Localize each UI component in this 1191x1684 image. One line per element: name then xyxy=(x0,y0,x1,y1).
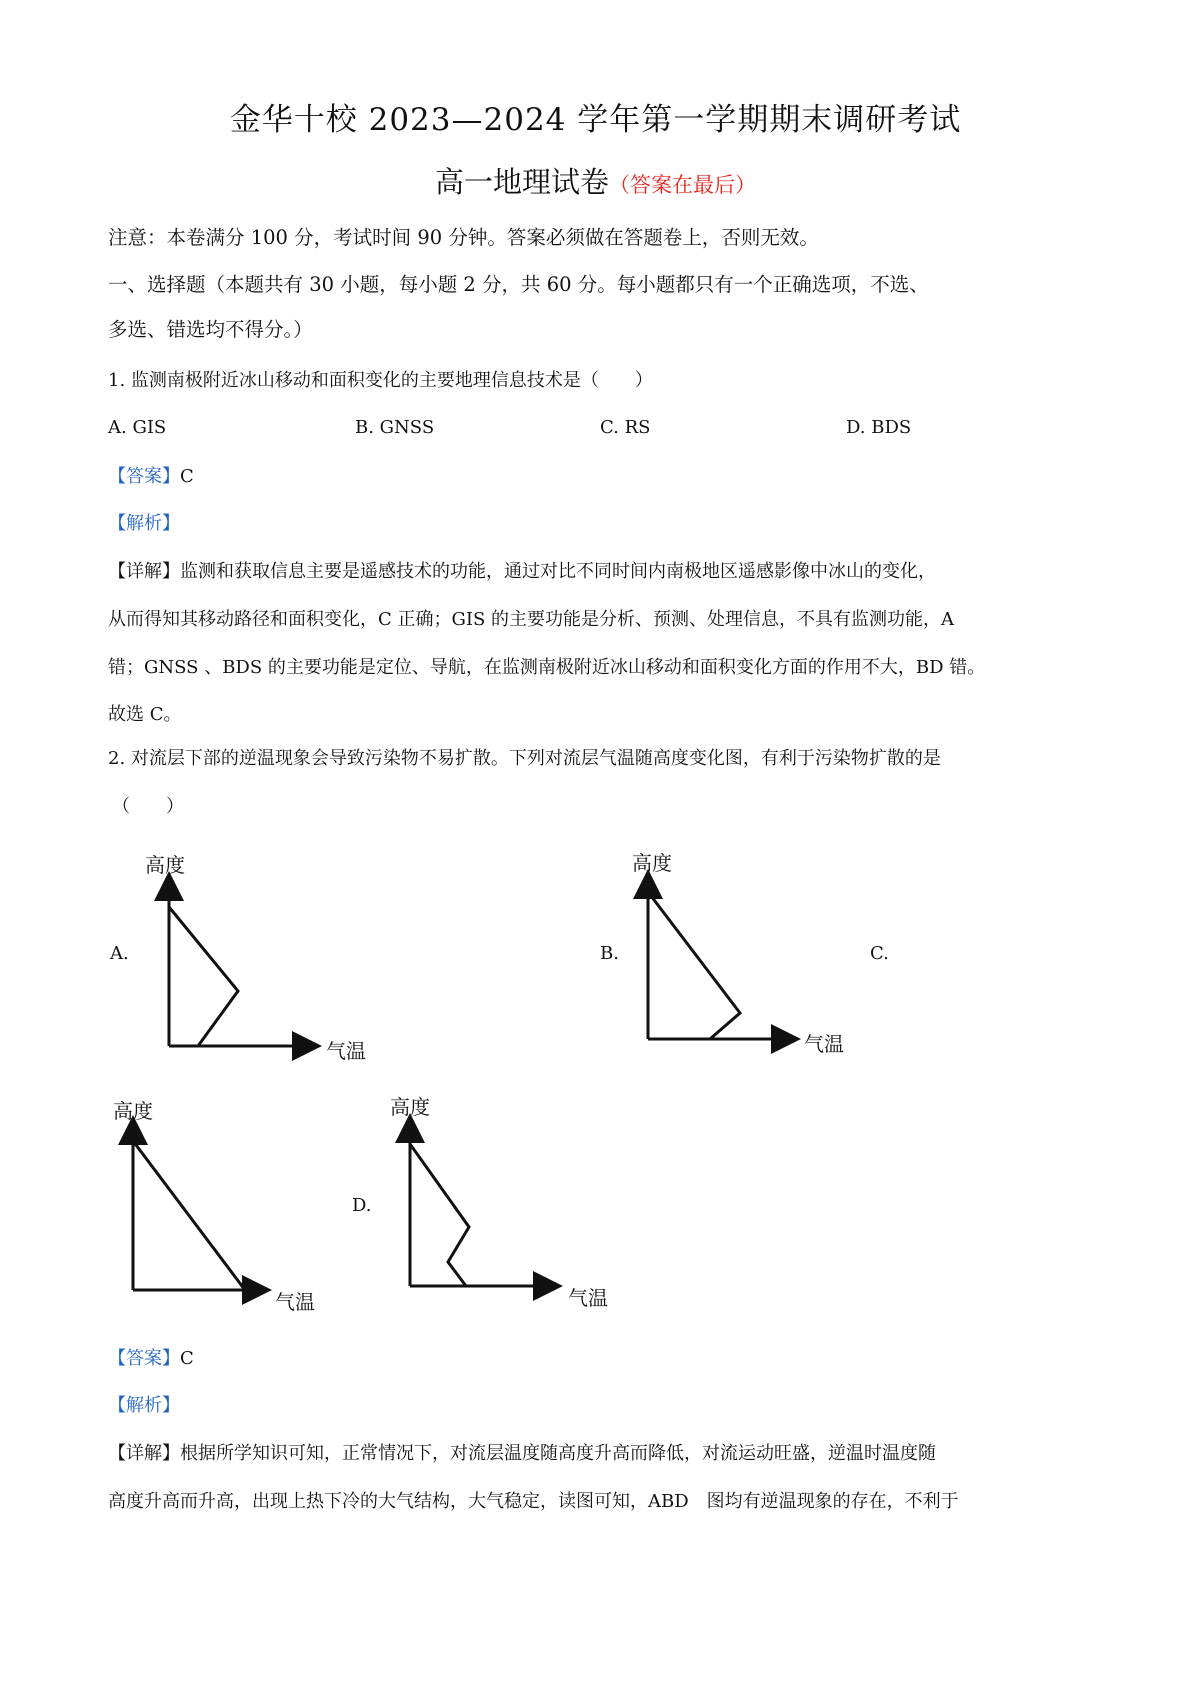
q2-option-c-label: C. xyxy=(870,943,889,964)
q2-option-a-label: A. xyxy=(110,943,129,964)
q2-detail-tag: 【详解】 xyxy=(108,1443,180,1464)
diagram-a xyxy=(140,850,380,1075)
q1-option-a: A. GIS xyxy=(108,417,167,438)
q1-option-b: B. GNSS xyxy=(355,417,435,438)
diagram-d xyxy=(383,1092,623,1317)
q1-answer-tag: 【答案】 xyxy=(108,466,180,487)
diagram-b-temperature-curve xyxy=(648,892,740,1039)
diagram-c xyxy=(105,1096,345,1321)
q2-analysis-tag: 【解析】 xyxy=(108,1395,180,1416)
q1-option-d: D. BDS xyxy=(846,417,912,438)
q2-detail-line1 xyxy=(108,1445,936,1463)
diagram-c-y-label: 高度 xyxy=(113,1099,153,1123)
diagram-b xyxy=(618,848,858,1073)
exam-subtitle: 高一地理试卷 xyxy=(434,165,609,199)
q2-stem-line2: （ ） xyxy=(112,796,184,817)
q1-stem: 1. 监测南极附近冰山移动和面积变化的主要地理信息技术是（ ） xyxy=(108,370,653,391)
diagram-b-x-label: 气温 xyxy=(804,1032,844,1056)
diagram-a-x-label: 气温 xyxy=(326,1039,366,1063)
q2-answer-row xyxy=(108,1350,194,1368)
notice: 注意：本卷满分 100 分，考试时间 90 分钟。答案必须做在答题卷上，否则无效。 xyxy=(108,226,819,249)
q1-detail-tag: 【详解】 xyxy=(108,561,180,582)
diagram-d-temperature-curve xyxy=(410,1144,469,1286)
q1-detail-line2: 从而得知其移动路径和面积变化，C 正确；GIS 的主要功能是分析、预测、处理信息，不具有监测功能，A xyxy=(108,609,955,630)
diagram-c-temperature-curve xyxy=(133,1141,245,1290)
subtitle-row xyxy=(0,160,1191,201)
q1-option-c: C. RS xyxy=(600,417,651,438)
q2-detail-text1: 根据所学知识可知，正常情况下，对流层温度随高度升高而降低，对流运动旺盛，逆温时温度随 xyxy=(180,1443,936,1464)
exam-title: 金华十校 2023—2024 学年第一学期期末调研考试 xyxy=(229,102,962,138)
diagram-a-temperature-curve xyxy=(169,907,238,1046)
q2-answer-tag: 【答案】 xyxy=(108,1348,180,1369)
q2-stem-line1: 2. 对流层下部的逆温现象会导致污染物不易扩散。下列对流层气温随高度变化图，有利于污染物扩散的是 xyxy=(108,748,941,769)
q1-answer: C xyxy=(180,466,194,487)
q1-detail-line4: 故选 C。 xyxy=(108,704,182,725)
q1-detail-line1 xyxy=(108,563,936,581)
diagram-c-x-label: 气温 xyxy=(275,1290,315,1314)
diagram-a-y-label: 高度 xyxy=(145,853,185,877)
section-heading-line2: 多选、错选均不得分。） xyxy=(108,318,313,341)
q2-detail-line2: 高度升高而升高，出现上热下冷的大气结构，大气稳定，读图可知，ABD 图均有逆温现象的存在，不利于 xyxy=(108,1491,959,1512)
q2-answer: C xyxy=(180,1348,194,1369)
answer-note: （答案在最后） xyxy=(609,173,756,197)
diagram-d-y-label: 高度 xyxy=(390,1095,430,1119)
q1-detail-line3: 错；GNSS 、BDS 的主要功能是定位、导航，在监测南极附近冰山移动和面积变化方面的作用不大，BD 错。 xyxy=(108,657,986,678)
q2-option-b-label: B. xyxy=(600,943,619,964)
q1-detail-text1: 监测和获取信息主要是遥感技术的功能，通过对比不同时间内南极地区遥感影像中冰山的变化， xyxy=(180,561,936,582)
q2-option-d-label: D. xyxy=(352,1195,372,1216)
diagram-d-x-label: 气温 xyxy=(568,1286,608,1310)
q1-analysis-tag: 【解析】 xyxy=(108,513,180,534)
section-heading-line1: 一、选择题（本题共有 30 小题，每小题 2 分，共 60 分。每小题都只有一个正确选项，不选、 xyxy=(108,273,929,296)
diagram-b-y-label: 高度 xyxy=(632,851,672,875)
q1-answer-row xyxy=(108,468,194,486)
